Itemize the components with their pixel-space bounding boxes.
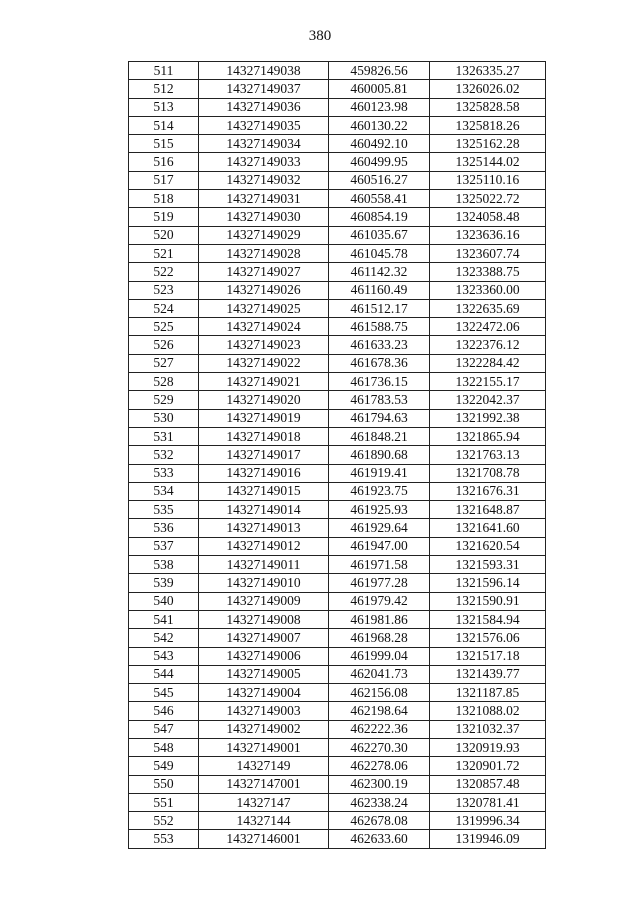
y-coordinate-cell: 1325110.16 [430,171,546,189]
table-row [129,171,546,189]
point-id-cell: 14327149011 [199,556,329,574]
y-coordinate-cell: 1321865.94 [430,427,546,445]
point-id-cell: 14327149030 [199,208,329,226]
table-row [129,592,546,610]
point-id-cell: 14327149009 [199,592,329,610]
x-coordinate-cell: 462300.19 [329,775,430,793]
point-id-cell: 14327147001 [199,775,329,793]
point-id-cell: 14327149008 [199,610,329,628]
y-coordinate-cell: 1320781.41 [430,793,546,811]
row-number-cell: 535 [129,501,199,519]
x-coordinate-cell: 461588.75 [329,318,430,336]
y-coordinate-cell: 1321439.77 [430,665,546,683]
y-coordinate-cell: 1321708.78 [430,464,546,482]
point-id-cell: 14327149035 [199,116,329,134]
x-coordinate-cell: 461045.78 [329,244,430,262]
x-coordinate-cell: 462222.36 [329,720,430,738]
x-coordinate-cell: 462633.60 [329,830,430,848]
point-id-cell: 14327149018 [199,427,329,445]
row-number-cell: 550 [129,775,199,793]
x-coordinate-cell: 462198.64 [329,702,430,720]
table-row [129,190,546,208]
x-coordinate-cell: 461925.93 [329,501,430,519]
x-coordinate-cell: 461736.15 [329,373,430,391]
y-coordinate-cell: 1321593.31 [430,556,546,574]
row-number-cell: 549 [129,757,199,775]
row-number-cell: 517 [129,171,199,189]
y-coordinate-cell: 1325818.26 [430,116,546,134]
row-number-cell: 525 [129,318,199,336]
y-coordinate-cell: 1322155.17 [430,373,546,391]
y-coordinate-cell: 1326026.02 [430,80,546,98]
x-coordinate-cell: 461981.86 [329,610,430,628]
point-id-cell: 14327149034 [199,135,329,153]
y-coordinate-cell: 1322042.37 [430,391,546,409]
point-id-cell: 14327149029 [199,226,329,244]
row-number-cell: 547 [129,720,199,738]
x-coordinate-cell: 461035.67 [329,226,430,244]
y-coordinate-cell: 1321088.02 [430,702,546,720]
page-number: 380 [308,28,332,44]
point-id-cell: 14327149010 [199,574,329,592]
y-coordinate-cell: 1321992.38 [430,409,546,427]
point-id-cell: 14327149033 [199,153,329,171]
table-row [129,80,546,98]
y-coordinate-cell: 1321584.94 [430,610,546,628]
y-coordinate-cell: 1320919.93 [430,738,546,756]
x-coordinate-cell: 462156.08 [329,684,430,702]
table-row [129,135,546,153]
table-row [129,409,546,427]
point-id-cell: 14327149017 [199,446,329,464]
point-id-cell: 14327149 [199,757,329,775]
row-number-cell: 538 [129,556,199,574]
y-coordinate-cell: 1323360.00 [430,281,546,299]
row-number-cell: 516 [129,153,199,171]
table-body [129,62,546,849]
x-coordinate-cell: 461848.21 [329,427,430,445]
y-coordinate-cell: 1321590.91 [430,592,546,610]
x-coordinate-cell: 460854.19 [329,208,430,226]
table-row [129,793,546,811]
table-row [129,501,546,519]
y-coordinate-cell: 1325162.28 [430,135,546,153]
row-number-cell: 522 [129,263,199,281]
point-id-cell: 14327149004 [199,684,329,702]
x-coordinate-cell: 462338.24 [329,793,430,811]
table-row [129,830,546,848]
point-id-cell: 14327149038 [199,62,329,80]
row-number-cell: 546 [129,702,199,720]
table-row [129,244,546,262]
coordinates-table [128,61,546,849]
point-id-cell: 14327149021 [199,373,329,391]
y-coordinate-cell: 1321032.37 [430,720,546,738]
point-id-cell: 14327149016 [199,464,329,482]
x-coordinate-cell: 461890.68 [329,446,430,464]
row-number-cell: 543 [129,647,199,665]
table-row [129,281,546,299]
table-row [129,98,546,116]
point-id-cell: 14327149037 [199,80,329,98]
table-row [129,720,546,738]
table-row [129,354,546,372]
row-number-cell: 533 [129,464,199,482]
point-id-cell: 14327149031 [199,190,329,208]
row-number-cell: 545 [129,684,199,702]
row-number-cell: 553 [129,830,199,848]
y-coordinate-cell: 1320901.72 [430,757,546,775]
table-row [129,116,546,134]
row-number-cell: 524 [129,299,199,317]
x-coordinate-cell: 460123.98 [329,98,430,116]
y-coordinate-cell: 1320857.48 [430,775,546,793]
row-number-cell: 536 [129,519,199,537]
table-row [129,482,546,500]
table-row [129,373,546,391]
table-row [129,263,546,281]
point-id-cell: 14327149013 [199,519,329,537]
row-number-cell: 521 [129,244,199,262]
x-coordinate-cell: 462270.30 [329,738,430,756]
x-coordinate-cell: 461923.75 [329,482,430,500]
table-row [129,446,546,464]
y-coordinate-cell: 1323388.75 [430,263,546,281]
table-row [129,391,546,409]
y-coordinate-cell: 1321620.54 [430,537,546,555]
row-number-cell: 552 [129,812,199,830]
row-number-cell: 518 [129,190,199,208]
table-row [129,610,546,628]
point-id-cell: 14327149032 [199,171,329,189]
x-coordinate-cell: 462278.06 [329,757,430,775]
point-id-cell: 14327149014 [199,501,329,519]
x-coordinate-cell: 461678.36 [329,354,430,372]
x-coordinate-cell: 461160.49 [329,281,430,299]
y-coordinate-cell: 1319996.34 [430,812,546,830]
y-coordinate-cell: 1321517.18 [430,647,546,665]
x-coordinate-cell: 461142.32 [329,263,430,281]
point-id-cell: 14327147 [199,793,329,811]
row-number-cell: 544 [129,665,199,683]
row-number-cell: 511 [129,62,199,80]
row-number-cell: 551 [129,793,199,811]
row-number-cell: 515 [129,135,199,153]
point-id-cell: 14327149007 [199,629,329,647]
row-number-cell: 520 [129,226,199,244]
point-id-cell: 14327144 [199,812,329,830]
x-coordinate-cell: 460492.10 [329,135,430,153]
y-coordinate-cell: 1321596.14 [430,574,546,592]
point-id-cell: 14327149027 [199,263,329,281]
table-row [129,629,546,647]
point-id-cell: 14327149002 [199,720,329,738]
y-coordinate-cell: 1323607.74 [430,244,546,262]
x-coordinate-cell: 460516.27 [329,171,430,189]
row-number-cell: 534 [129,482,199,500]
point-id-cell: 14327146001 [199,830,329,848]
point-id-cell: 14327149012 [199,537,329,555]
x-coordinate-cell: 461919.41 [329,464,430,482]
y-coordinate-cell: 1326335.27 [430,62,546,80]
x-coordinate-cell: 461977.28 [329,574,430,592]
row-number-cell: 512 [129,80,199,98]
point-id-cell: 14327149025 [199,299,329,317]
row-number-cell: 539 [129,574,199,592]
table-row [129,208,546,226]
x-coordinate-cell: 462678.08 [329,812,430,830]
x-coordinate-cell: 461999.04 [329,647,430,665]
table-row [129,153,546,171]
x-coordinate-cell: 461512.17 [329,299,430,317]
table-row [129,226,546,244]
y-coordinate-cell: 1321641.60 [430,519,546,537]
x-coordinate-cell: 460499.95 [329,153,430,171]
point-id-cell: 14327149036 [199,98,329,116]
x-coordinate-cell: 460130.22 [329,116,430,134]
y-coordinate-cell: 1325144.02 [430,153,546,171]
table-row [129,647,546,665]
row-number-cell: 548 [129,738,199,756]
row-number-cell: 540 [129,592,199,610]
x-coordinate-cell: 461794.63 [329,409,430,427]
table-row [129,537,546,555]
point-id-cell: 14327149005 [199,665,329,683]
x-coordinate-cell: 461783.53 [329,391,430,409]
table-row [129,62,546,80]
y-coordinate-cell: 1322635.69 [430,299,546,317]
point-id-cell: 14327149026 [199,281,329,299]
point-id-cell: 14327149003 [199,702,329,720]
table-row [129,574,546,592]
point-id-cell: 14327149028 [199,244,329,262]
x-coordinate-cell: 459826.56 [329,62,430,80]
table-row [129,812,546,830]
y-coordinate-cell: 1321187.85 [430,684,546,702]
row-number-cell: 541 [129,610,199,628]
x-coordinate-cell: 461979.42 [329,592,430,610]
x-coordinate-cell: 460558.41 [329,190,430,208]
point-id-cell: 14327149022 [199,354,329,372]
y-coordinate-cell: 1322472.06 [430,318,546,336]
y-coordinate-cell: 1322284.42 [430,354,546,372]
y-coordinate-cell: 1321763.13 [430,446,546,464]
x-coordinate-cell: 461968.28 [329,629,430,647]
point-id-cell: 14327149001 [199,738,329,756]
row-number-cell: 519 [129,208,199,226]
row-number-cell: 542 [129,629,199,647]
y-coordinate-cell: 1325828.58 [430,98,546,116]
point-id-cell: 14327149020 [199,391,329,409]
table-row [129,318,546,336]
row-number-cell: 530 [129,409,199,427]
y-coordinate-cell: 1321648.87 [430,501,546,519]
row-number-cell: 528 [129,373,199,391]
table-row [129,665,546,683]
table-row [129,684,546,702]
row-number-cell: 537 [129,537,199,555]
y-coordinate-cell: 1325022.72 [430,190,546,208]
x-coordinate-cell: 461947.00 [329,537,430,555]
point-id-cell: 14327149023 [199,336,329,354]
table-row [129,775,546,793]
row-number-cell: 513 [129,98,199,116]
row-number-cell: 514 [129,116,199,134]
table-row [129,427,546,445]
point-id-cell: 14327149019 [199,409,329,427]
row-number-cell: 527 [129,354,199,372]
table-row [129,738,546,756]
table-row [129,556,546,574]
row-number-cell: 523 [129,281,199,299]
y-coordinate-cell: 1324058.48 [430,208,546,226]
y-coordinate-cell: 1323636.16 [430,226,546,244]
x-coordinate-cell: 460005.81 [329,80,430,98]
table-row [129,757,546,775]
row-number-cell: 529 [129,391,199,409]
row-number-cell: 531 [129,427,199,445]
table-row [129,299,546,317]
x-coordinate-cell: 461929.64 [329,519,430,537]
y-coordinate-cell: 1321676.31 [430,482,546,500]
x-coordinate-cell: 461971.58 [329,556,430,574]
row-number-cell: 526 [129,336,199,354]
row-number-cell: 532 [129,446,199,464]
y-coordinate-cell: 1322376.12 [430,336,546,354]
x-coordinate-cell: 461633.23 [329,336,430,354]
table-row [129,464,546,482]
y-coordinate-cell: 1321576.06 [430,629,546,647]
table-row [129,519,546,537]
x-coordinate-cell: 462041.73 [329,665,430,683]
table-row [129,336,546,354]
point-id-cell: 14327149024 [199,318,329,336]
table-row [129,702,546,720]
point-id-cell: 14327149015 [199,482,329,500]
point-id-cell: 14327149006 [199,647,329,665]
y-coordinate-cell: 1319946.09 [430,830,546,848]
